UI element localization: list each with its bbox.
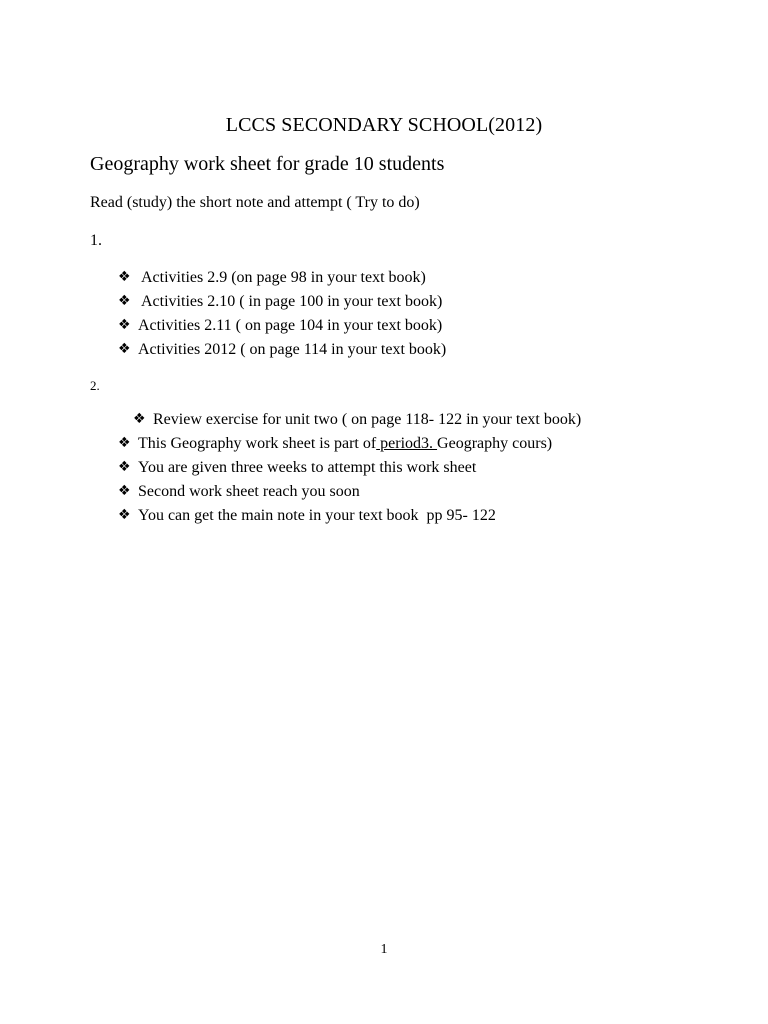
underlined-period: period3. [376,435,438,452]
list-item: ❖ Review exercise for unit two ( on page 118- 122 in your text book) [133,411,582,428]
page-number: 1 [380,942,388,957]
section-1-label: 1. [90,232,102,249]
list-item: ❖ Activities 2.10 ( in page 100 in your text book) [118,293,443,310]
list-item: ❖ Second work sheet reach you soon [118,483,360,500]
section-2-label: 2. [90,378,100,393]
list-item: ❖ Activities 2.9 (on page 98 in your text book) [118,269,426,286]
page-title: LCCS SECONDARY SCHOOL(2012) [225,114,543,136]
diamond-bullet-icon: ❖ [118,317,131,333]
diamond-bullet-icon: ❖ [118,483,131,499]
list-item: ❖ This Geography work sheet is part of period3. Geography cours) [118,435,553,452]
diamond-bullet-icon: ❖ [133,411,146,427]
diamond-bullet-icon: ❖ [118,459,131,475]
list-item: ❖ Activities 2.11 ( on page 104 in your text book) [118,317,443,334]
diamond-bullet-icon: ❖ [118,341,131,357]
worksheet-subtitle: Geography work sheet for grade 10 students [90,153,445,175]
diamond-bullet-icon: ❖ [118,293,131,309]
diamond-bullet-icon: ❖ [118,507,131,523]
list-item: ❖ Activities 2012 ( on page 114 in your text book) [118,341,447,358]
list-item: ❖ You can get the main note in your text book pp 95- 122 [118,507,496,524]
instructions: Read (study) the short note and attempt ( Try to do) [90,194,420,211]
diamond-bullet-icon: ❖ [118,435,131,451]
list-item: ❖ You are given three weeks to attempt this work sheet [118,459,477,476]
diamond-bullet-icon: ❖ [118,269,131,285]
